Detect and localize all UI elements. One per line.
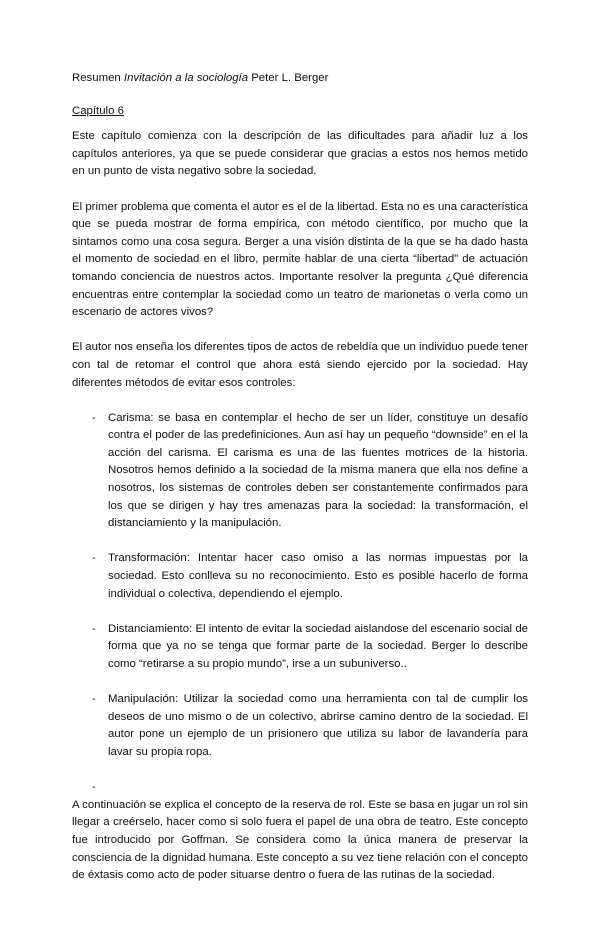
paragraph-freedom: El primer problema que comenta el autor es el de la libertad. Esta no es una característica que se pueda mostrar de forma empírica, con método científico, por mucho que la sintamos como una cosa segura. Berger a una visión distinta de la que se ha dado hasta el momento de sociedad en el libro, permite hablar de una cierta “libertad” de actuación tomando conciencia de nuestros actos. Importante resolver la pregunta ¿Qué diferencia encuentras entre contemplar la sociedad como un teatro de marionetas o verla como un escenario de actores vivos? — [72, 200, 528, 319]
list-item-distanciamiento — [92, 621, 528, 674]
bullet-dash: - — [92, 552, 96, 565]
bullet-dash: - — [92, 411, 96, 424]
title-prefix: Resumen — [72, 72, 124, 84]
paragraph-intro: Este capítulo comienza con la descripción de las dificultades para añadir luz a los capítulos anteriores, ya que se puede considerar que gracias a estos nos hemos metido en un punto de vista negativo sobre la sociedad. — [72, 130, 528, 178]
list-item-text: Transformación: Intentar hacer caso omiso a las normas impuestas por la sociedad. Esto conlleva su no reconocimiento. Esto es posible hacerlo de forma individual o colectiva, dependiendo el ejemplo. — [108, 552, 528, 600]
list-item-text: Distanciamiento: El intento de evitar la sociedad aislandose del escenario social de forma que ya no se tenga que formar parte de la sociedad. Berger lo describe como “retirarse a su propio mundo”, irse a un subuniverso.. — [108, 622, 528, 670]
list-item-empty — [92, 779, 528, 797]
paragraph-rebellion: El autor nos enseña los diferentes tipos de actos de rebeldía que un individuo puede tener con tal de retomar el control que ahora está siendo ejercido por la sociedad. Hay diferentes métodos de evitar esos controles: — [72, 341, 528, 389]
author-name: Peter L. Berger — [248, 72, 329, 84]
list-item-carisma — [92, 410, 528, 533]
list-item-manipulacion — [92, 691, 528, 761]
book-title: Invitación a la sociología — [123, 72, 249, 84]
bullet-dash: - — [92, 781, 96, 794]
document-title — [72, 70, 528, 88]
list-item-transformacion — [92, 550, 528, 603]
bullet-dash: - — [92, 622, 96, 635]
list-item-text: Manipulación: Utilizar la sociedad como una herramienta con tal de cumplir los deseos de uno mismo o de un colectivo, abrirse camino dentro de la sociedad. El autor pone un ejemplo de un prisionero que utiliza su labor de lavandería para lavar su propia ropa. — [108, 693, 528, 758]
chapter-heading: Capítulo 6 — [72, 104, 124, 117]
list-item-text: Carisma: se basa en contemplar el hecho de ser un líder, constituye un desafío contra el poder de las predefiniciones. Aun así hay un pequeño “downside” en el la acción del carisma. El carisma es una de las fuentes motrices de la historia. Nosotros hemos definido a la sociedad de la misma manera que ella nos define a nosotros, los sistemas de controles deben ser constantemente confirmados para los que se dirigen y hay tres amenazas para la sociedad: la transformación, el distanciamiento y la manipulación. — [108, 411, 528, 530]
bullet-dash: - — [92, 693, 96, 706]
paragraph-closing: A continuación se explica el concepto de la reserva de rol. Este se basa en jugar un rol sin llegar a creérselo, hacer como si solo fuera el papel de una obra de teatro. Este concepto fue introducido por Goffman. Se considera como la única manera de preservar la consciencia de la dignidad humana. Este concepto a su vez tiene relación con el concepto de éxtasis como acto de poder situarse dentro o fuera de las rutinas de la sociedad. — [72, 798, 528, 882]
